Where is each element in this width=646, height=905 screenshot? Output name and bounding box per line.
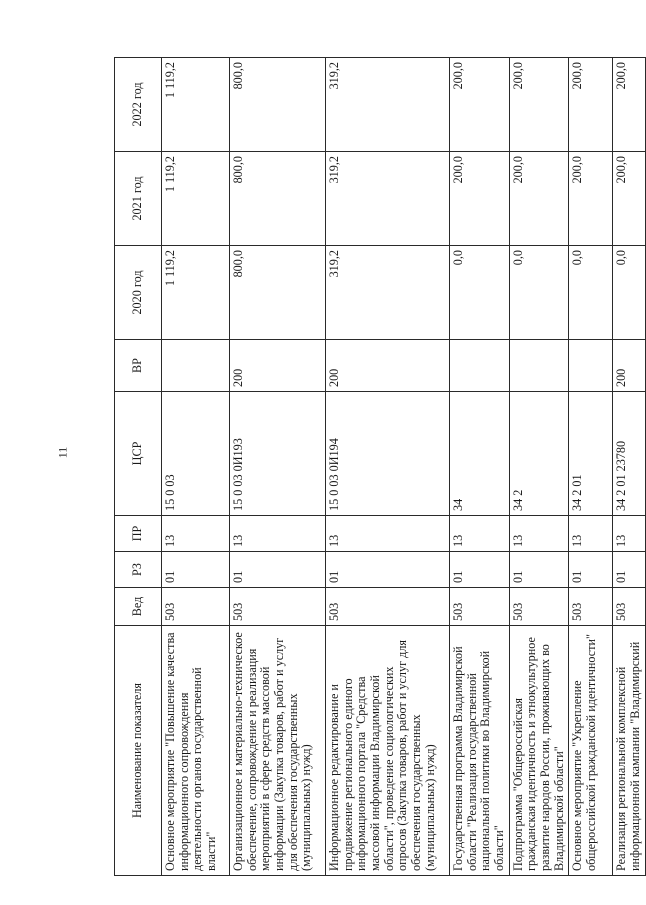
row-2020: 1 119,2 bbox=[162, 246, 230, 340]
table-row bbox=[162, 58, 230, 876]
budget-table bbox=[114, 57, 646, 876]
row-2021: 319,2 bbox=[326, 152, 450, 246]
table-row bbox=[509, 58, 569, 876]
row-csr: 15 0 03 0И194 bbox=[326, 392, 450, 516]
row-2021: 200,0 bbox=[613, 152, 645, 246]
header-2022: 2022 год bbox=[115, 58, 162, 152]
row-pr: 13 bbox=[230, 516, 326, 552]
row-rz: 01 bbox=[162, 552, 230, 588]
row-name: Основное мероприятие "Повышение качества информационного сопровождения деятельности органов государственной власти" bbox=[162, 626, 230, 876]
row-vr: 200 bbox=[326, 340, 450, 392]
row-pr: 13 bbox=[162, 516, 230, 552]
page-number: 11 bbox=[55, 446, 70, 459]
row-vr bbox=[509, 340, 569, 392]
row-rz: 01 bbox=[326, 552, 450, 588]
row-vr bbox=[162, 340, 230, 392]
row-name: Реализация региональной комплексной информационной кампании "Владимирский bbox=[613, 626, 645, 876]
row-ved: 503 bbox=[450, 588, 510, 626]
row-2020: 0,0 bbox=[450, 246, 510, 340]
row-vr: 200 bbox=[613, 340, 645, 392]
header-2021: 2021 год bbox=[115, 152, 162, 246]
header-pr: ПР bbox=[115, 516, 162, 552]
row-ved: 503 bbox=[509, 588, 569, 626]
row-csr: 34 bbox=[450, 392, 510, 516]
header-ved: Вед bbox=[115, 588, 162, 626]
row-ved: 503 bbox=[162, 588, 230, 626]
row-2022: 200,0 bbox=[613, 58, 645, 152]
row-pr: 13 bbox=[509, 516, 569, 552]
row-2020: 319,2 bbox=[326, 246, 450, 340]
header-csr: ЦСР bbox=[115, 392, 162, 516]
row-csr: 34 2 01 bbox=[569, 392, 613, 516]
row-2022: 1 119,2 bbox=[162, 58, 230, 152]
table-header-row bbox=[115, 58, 162, 876]
row-pr: 13 bbox=[326, 516, 450, 552]
row-2020: 0,0 bbox=[569, 246, 613, 340]
row-rz: 01 bbox=[450, 552, 510, 588]
row-2020: 0,0 bbox=[509, 246, 569, 340]
row-2021: 200,0 bbox=[569, 152, 613, 246]
header-rz: РЗ bbox=[115, 552, 162, 588]
row-2022: 200,0 bbox=[450, 58, 510, 152]
row-rz: 01 bbox=[613, 552, 645, 588]
row-pr: 13 bbox=[569, 516, 613, 552]
row-rz: 01 bbox=[569, 552, 613, 588]
table-row bbox=[230, 58, 326, 876]
row-csr: 34 2 bbox=[509, 392, 569, 516]
header-vr: ВР bbox=[115, 340, 162, 392]
row-2021: 200,0 bbox=[450, 152, 510, 246]
row-pr: 13 bbox=[450, 516, 510, 552]
row-2020: 0,0 bbox=[613, 246, 645, 340]
header-2020: 2020 год bbox=[115, 246, 162, 340]
row-name: Подпрограмма "Общероссийская гражданская идентичность и этнокультурное развитие народов России, проживающих во Владимирской области" bbox=[509, 626, 569, 876]
row-name: Государственная программа Владимирской области "Реализация государственной национальной политики во Владимирской области" bbox=[450, 626, 510, 876]
row-ved: 503 bbox=[569, 588, 613, 626]
row-2021: 800,0 bbox=[230, 152, 326, 246]
row-2020: 800,0 bbox=[230, 246, 326, 340]
row-pr: 13 bbox=[613, 516, 645, 552]
row-2022: 319,2 bbox=[326, 58, 450, 152]
row-rz: 01 bbox=[509, 552, 569, 588]
row-vr bbox=[569, 340, 613, 392]
row-name: Информационное редактирование и продвижение регионального единого информационного портала "Средства массовой информации Владимирской области", проведение социологических опросов (Закупка товаров, работ и услуг для обеспечения государственных (муниципальных) нужд) bbox=[326, 626, 450, 876]
row-csr: 15 0 03 0И193 bbox=[230, 392, 326, 516]
row-2022: 800,0 bbox=[230, 58, 326, 152]
table-row bbox=[613, 58, 645, 876]
rotated-page-content bbox=[114, 58, 642, 876]
table-row bbox=[326, 58, 450, 876]
row-ved: 503 bbox=[613, 588, 645, 626]
table-row bbox=[569, 58, 613, 876]
row-2022: 200,0 bbox=[569, 58, 613, 152]
row-csr: 34 2 01 23780 bbox=[613, 392, 645, 516]
row-ved: 503 bbox=[230, 588, 326, 626]
row-2021: 1 119,2 bbox=[162, 152, 230, 246]
row-name: Организационное и материально-техническое обеспечение, сопровождение и реализация мероприятий в сфере средств массовой информации (Закупка товаров, работ и услуг для обеспечения государственных (муниципальных) нужд) bbox=[230, 626, 326, 876]
row-2021: 200,0 bbox=[509, 152, 569, 246]
header-name: Наименование показателя bbox=[115, 626, 162, 876]
row-vr bbox=[450, 340, 510, 392]
row-2022: 200,0 bbox=[509, 58, 569, 152]
row-rz: 01 bbox=[230, 552, 326, 588]
row-name: Основное мероприятие "Укрепление общероссийской гражданской идентичности" bbox=[569, 626, 613, 876]
row-ved: 503 bbox=[326, 588, 450, 626]
row-vr: 200 bbox=[230, 340, 326, 392]
row-csr: 15 0 03 bbox=[162, 392, 230, 516]
table-row bbox=[450, 58, 510, 876]
